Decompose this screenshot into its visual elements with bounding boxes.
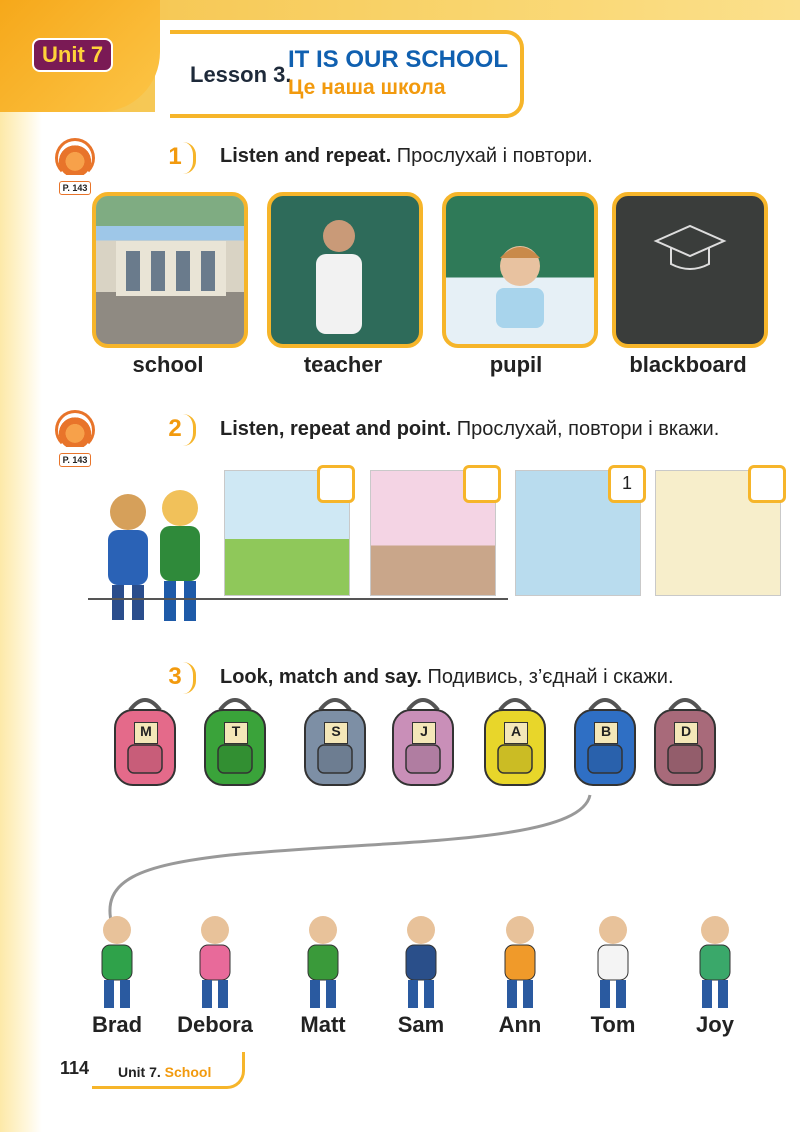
left-margin-strip: [0, 0, 42, 1132]
scene-school: [224, 470, 350, 596]
kid-name: Tom: [590, 1012, 636, 1037]
backpack[interactable]: [190, 690, 280, 795]
child-icon: [180, 912, 250, 1012]
backpack-letter: S: [324, 722, 348, 744]
caption-blackboard: blackboard: [629, 352, 747, 377]
caption-school: school: [132, 352, 204, 377]
caption-pupil: pupil: [489, 352, 543, 377]
backpack-letter: J: [412, 722, 436, 744]
lesson-label: Lesson 3.: [190, 62, 292, 87]
backpack-letter: B: [594, 722, 618, 744]
pupil-icon: [446, 196, 594, 344]
ground-line: [88, 598, 508, 600]
number-box[interactable]: [317, 465, 355, 503]
two-kids-illustration: [88, 480, 228, 630]
exercise-title: [220, 418, 719, 441]
headphones-icon: [55, 410, 95, 450]
backpack[interactable]: [290, 690, 380, 795]
audio-link-2[interactable]: [55, 410, 95, 468]
exercise-title: [220, 145, 593, 168]
photo-school: [92, 192, 248, 348]
exercise-title-bold: Listen, repeat and point.: [220, 418, 452, 440]
kid-name: Brad: [91, 1012, 143, 1037]
backpack[interactable]: [560, 690, 650, 795]
headphones-icon: [55, 138, 95, 178]
kid-figure[interactable]: [82, 912, 152, 1017]
exercise-title-rest: Прослухай і повтори.: [391, 145, 593, 167]
unit-badge: Unit 7: [32, 38, 113, 72]
page-ref: P. 143: [59, 181, 92, 195]
backpack-letter: D: [674, 722, 698, 744]
page-number: 114: [60, 1058, 90, 1078]
child-icon: [288, 912, 358, 1012]
exercise-title: [220, 666, 674, 689]
caption-teacher: teacher: [303, 352, 383, 377]
kid-figure[interactable]: [680, 912, 750, 1017]
exercise-title-rest: Подивись, з’єднай і скажи.: [421, 666, 674, 688]
number-box[interactable]: [748, 465, 786, 503]
child-icon: [578, 912, 648, 1012]
lesson-title: IT IS OUR SCHOOL: [288, 46, 509, 73]
kid-name: Joy: [696, 1012, 734, 1037]
kid-name: Ann: [498, 1012, 542, 1037]
child-icon: [386, 912, 456, 1012]
audio-link-1[interactable]: [55, 138, 95, 196]
kid-name: Sam: [397, 1012, 445, 1037]
backpack-letter: A: [504, 722, 528, 744]
backpack[interactable]: [100, 690, 190, 795]
page-ref: P. 143: [59, 453, 92, 467]
backpack[interactable]: [640, 690, 730, 795]
graduation-cap-icon: [616, 196, 764, 344]
teacher-icon: [271, 196, 419, 344]
scene-blackboard: [655, 470, 781, 596]
exercise-title-rest: Прослухай, повтори і вкажи.: [451, 418, 720, 440]
child-icon: [82, 912, 152, 1012]
footer-topic: School: [164, 1064, 212, 1080]
exercise-title-bold: Look, match and say.: [220, 666, 422, 688]
kid-figure[interactable]: [180, 912, 250, 1017]
backpack[interactable]: [378, 690, 468, 795]
photo-teacher: [267, 192, 423, 348]
number-box[interactable]: 1: [608, 465, 646, 503]
photo-pupil: [442, 192, 598, 348]
kid-figure[interactable]: [578, 912, 648, 1017]
backpack-letter: M: [134, 722, 158, 744]
photo-blackboard: [612, 192, 768, 348]
exercise-number: 3: [158, 660, 192, 694]
child-icon: [680, 912, 750, 1012]
kid-name: Debora: [177, 1012, 253, 1037]
scene-classroom: [370, 470, 496, 596]
exercise-number: 1: [158, 140, 192, 174]
footer-label: [118, 1064, 211, 1080]
exercise-title-bold: Listen and repeat.: [220, 145, 392, 167]
backpack-letter: T: [224, 722, 248, 744]
kid-figure[interactable]: [386, 912, 456, 1017]
kid-name: Matt: [300, 1012, 346, 1037]
kid-figure[interactable]: [288, 912, 358, 1017]
footer-unit: Unit 7.: [118, 1064, 161, 1080]
backpack[interactable]: [470, 690, 560, 795]
lesson-header: [170, 30, 524, 118]
scene-pupil: [515, 470, 641, 596]
exercise-number: 2: [158, 412, 192, 446]
number-box[interactable]: [463, 465, 501, 503]
lesson-subtitle: Це наша школа: [288, 76, 446, 99]
child-icon: [485, 912, 555, 1012]
kid-figure[interactable]: [485, 912, 555, 1017]
school-building-icon: [96, 196, 244, 344]
